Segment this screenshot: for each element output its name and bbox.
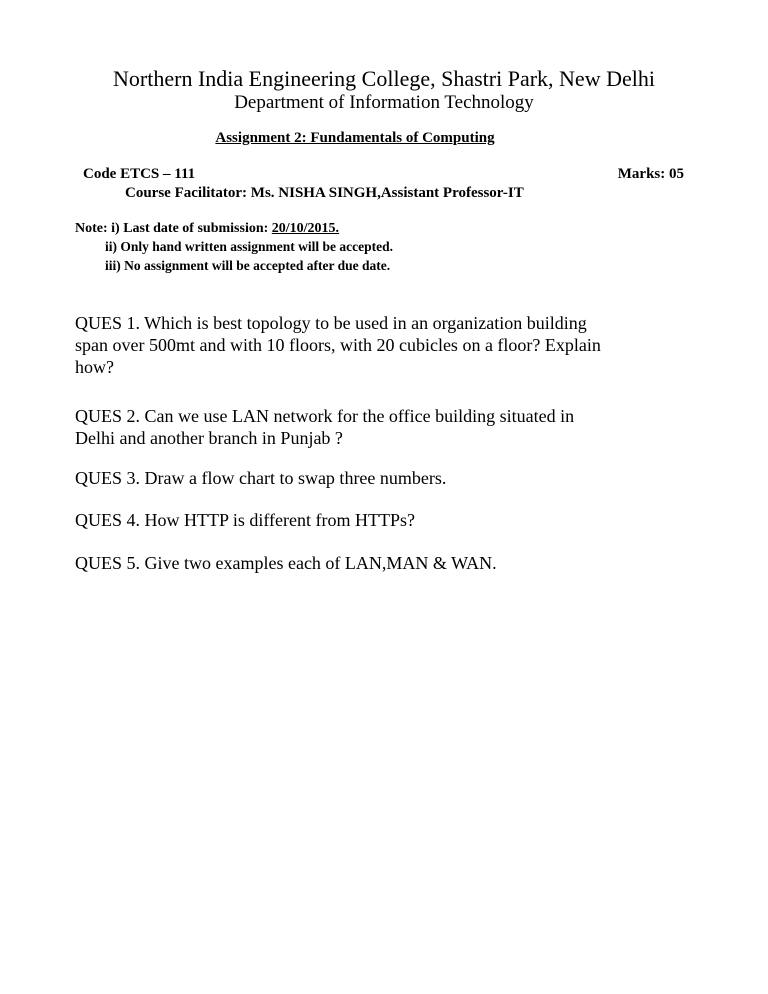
submission-date: 20/10/2015. bbox=[271, 221, 340, 236]
marks-label: Marks: 05 bbox=[617, 166, 684, 182]
note-handwritten: ii) Only hand written assignment will be accepted. bbox=[105, 239, 394, 254]
course-facilitator: Course Facilitator: Ms. NISHA SINGH,Assistant Professor-IT bbox=[125, 185, 524, 201]
question-1: QUES 1. Which is best topology to be used in an organization building span over 500mt and with 10 floors, with 20 cubicles on a floor? Explain how? bbox=[75, 313, 601, 377]
question-2: QUES 2. Can we use LAN network for the office building situated in Delhi and another branch in Punjab ? bbox=[75, 406, 575, 448]
college-name: Northern India Engineering College, Shastri Park, New Delhi bbox=[113, 66, 655, 91]
department-name: Department of Information Technology bbox=[234, 92, 534, 113]
course-code: Code ETCS – 111 bbox=[83, 166, 196, 182]
note-submission-date bbox=[75, 222, 339, 236]
question-4: QUES 4. How HTTP is different from HTTPs? bbox=[75, 510, 415, 530]
question-5: QUES 5. Give two examples each of LAN,MAN & WAN. bbox=[75, 553, 497, 573]
assignment-title: Assignment 2: Fundamentals of Computing bbox=[215, 130, 495, 146]
note-submission-label: Note: i) Last date of submission: bbox=[75, 221, 272, 236]
question-3: QUES 3. Draw a flow chart to swap three numbers. bbox=[75, 468, 447, 488]
note-late-policy: iii) No assignment will be accepted after due date. bbox=[105, 258, 391, 273]
